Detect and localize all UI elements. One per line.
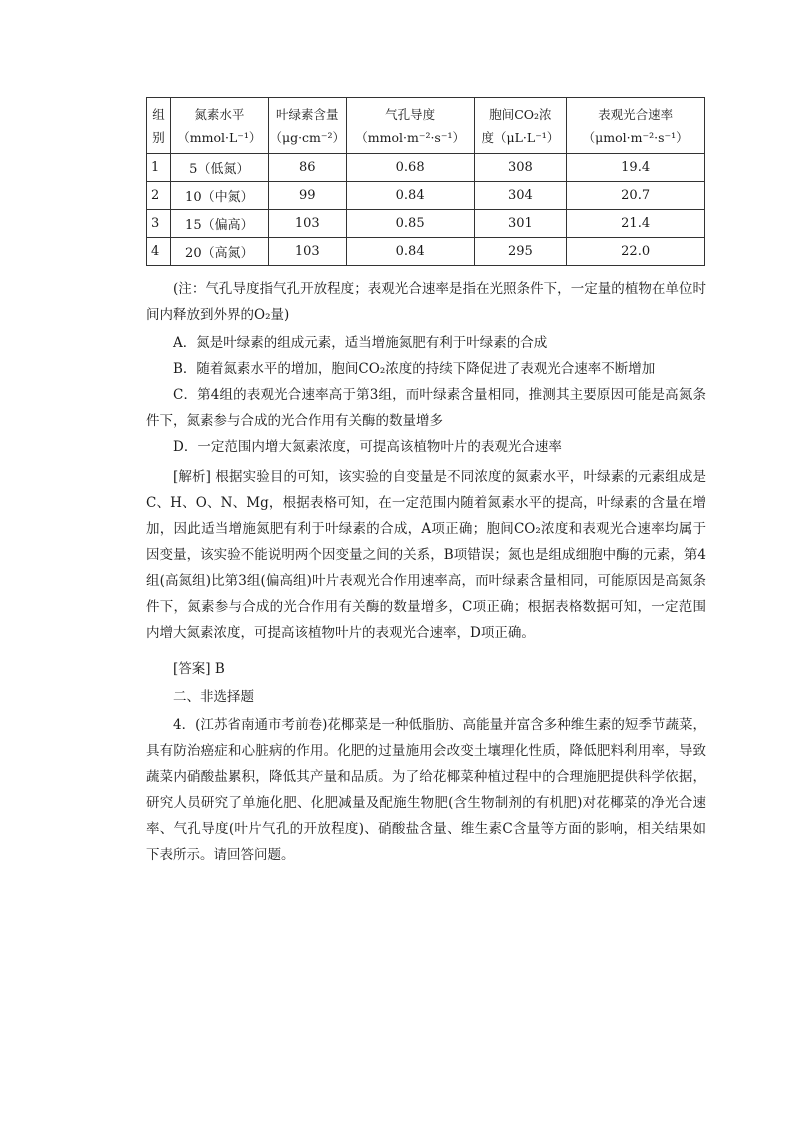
table-cell: 20（高氮）: [170, 238, 268, 266]
data-table: [146, 97, 705, 266]
table-cell: 304: [474, 182, 567, 210]
option-b: B．随着氮素水平的增加，胞间CO₂浓度的持续下降促进了表观光合速率不断增加: [173, 361, 656, 377]
table-cell: 1: [147, 154, 171, 182]
section-heading: 二、非选择题: [173, 689, 254, 705]
table-header-row: [147, 98, 705, 154]
table-cell: 15（偏高）: [170, 210, 268, 238]
header-stomatal-conductance: 气孔导度 （mmol·m⁻²·s⁻¹）: [346, 98, 474, 154]
table-cell: 5（低氮）: [170, 154, 268, 182]
table-cell: 10（中氮）: [170, 182, 268, 210]
table-cell: 0.84: [346, 238, 474, 266]
table-row: [147, 182, 705, 210]
table-cell: 22.0: [567, 238, 705, 266]
header-apparent-photosynthesis: 表观光合速率 （μmol·m⁻²·s⁻¹）: [567, 98, 705, 154]
answer-line: [146, 656, 706, 682]
header-intercellular-co2: 胞间CO₂浓 度（μL·L⁻¹）: [474, 98, 567, 154]
table-cell: 103: [268, 238, 346, 266]
table-row: [147, 210, 705, 238]
answer-value: B: [214, 661, 225, 677]
table-cell: 2: [147, 182, 171, 210]
table-row: [147, 238, 705, 266]
table-cell: 301: [474, 210, 567, 238]
table-cell: 0.85: [346, 210, 474, 238]
table-cell: 0.68: [346, 154, 474, 182]
table-row: [147, 154, 705, 182]
option-d: D．一定范围内增大氮素浓度，可提高该植物叶片的表观光合速率: [173, 439, 562, 455]
table-cell: 295: [474, 238, 567, 266]
table-cell: 308: [474, 154, 567, 182]
table-cell: 99: [268, 182, 346, 210]
option-a: A．氮是叶绿素的组成元素，适当增施氮肥有利于叶绿素的合成: [173, 335, 548, 351]
table-cell: 0.84: [346, 182, 474, 210]
table-cell: 4: [147, 238, 171, 266]
table-cell: 19.4: [567, 154, 705, 182]
table-cell: 3: [147, 210, 171, 238]
answer-label: [答案]: [173, 661, 211, 677]
header-group: 组 别: [147, 98, 171, 154]
option-c: C．第4组的表观光合速率高于第3组，而叶绿素含量相同，推测其主要原因可能是高氮条件下，氮素参与合成的光合作用有关酶的数量增多: [146, 387, 706, 429]
table-cell: 21.4: [567, 210, 705, 238]
analysis-text: 根据实验目的可知，该实验的自变量是不同浓度的氮素水平，叶绿素的元素组成是C、H、O、N、Mg，根据表格可知，在一定范围内随着氮素水平的提高，叶绿素的含量在增加，因此适当增施氮肥有利于叶绿素的合成，A项正确；胞间CO₂浓度和表观光合速率均属于因变量，该实验不能说明两个因变量之间的关系，B项错误；氮也是组成细胞中酶的元素，第4组(高氮组)比第3组(偏高组)叶片表观光合作用速率高，而叶绿素含量相同，可能原因是高氮条件下，氮素参与合成的光合作用有关酶的数量增多，C项正确；根据表格数据可知，一定范围内增大氮素浓度，可提高该植物叶片的表观光合速率，D项正确。: [146, 469, 707, 641]
analysis-paragraph: [146, 464, 706, 646]
table-cell: 86: [268, 154, 346, 182]
table-note: (注：气孔导度指气孔开放程度；表观光合速率是指在光照条件下，一定量的植物在单位时间内释放到外界的O₂量): [146, 281, 706, 323]
header-chlorophyll: 叶绿素含量 （μg·cm⁻²）: [268, 98, 346, 154]
header-nitrogen-level: 氮素水平 （mmol·L⁻¹）: [170, 98, 268, 154]
question-4: 4．(江苏省南通市考前卷)花椰菜是一种低脂肪、高能量并富含多种维生素的短季节蔬菜，具有防治癌症和心脏病的作用。化肥的过量施用会改变土壤理化性质，降低肥料利用率，导致蔬菜内硝酸盐累积，降低其产量和品质。为了给花椰菜种植过程中的合理施肥提供科学依据，研究人员研究了单施化肥、化肥减量及配施生物肥(含生物制剂的有机肥)对花椰菜的净光合速率、气孔导度(叶片气孔的开放程度)、硝酸盐含量、维生素C含量等方面的影响，相关结果如下表所示。请回答问题。: [146, 717, 706, 863]
analysis-label: [解析]: [173, 469, 211, 485]
table-cell: 103: [268, 210, 346, 238]
table-cell: 20.7: [567, 182, 705, 210]
